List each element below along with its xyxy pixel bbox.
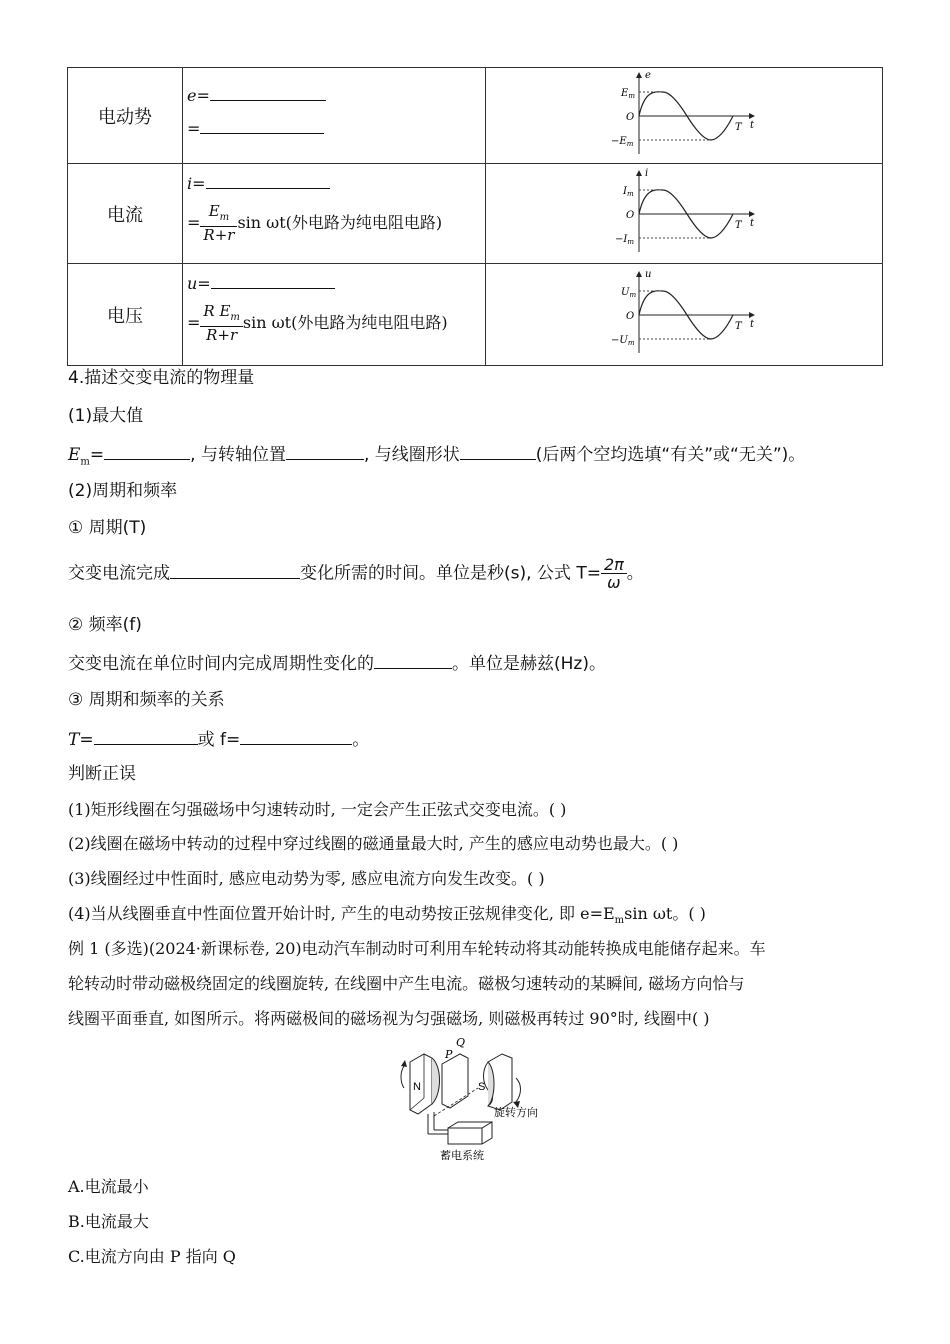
emf-axis-y: e — [645, 69, 651, 81]
freq-label: ② 频率(f) — [68, 615, 142, 635]
judgement-item-1: (1)矩形线圈在匀强磁场中匀速转动时, 一定会产生正弦式交变电流。( ) — [68, 800, 567, 819]
magnet-s-label: S — [478, 1081, 486, 1093]
max-blank-3 — [460, 441, 536, 460]
period-fraction: $\frac{2\pi}{\omega}$ — [601, 556, 627, 591]
current-axis-y: i — [645, 167, 649, 179]
freq-definition: 交变电流在单位时间内完成周期性变化的 。单位是赫兹(Hz)。 — [68, 650, 606, 676]
example-line-3: 线圈平面垂直, 如图所示。将两磁极间的磁场视为匀强磁场, 则磁极再转过 90°时, 线圈中( ) — [68, 1009, 710, 1028]
emf-formula-label-2: = — [187, 119, 201, 138]
emf-formula-label: e= — [187, 86, 210, 105]
voltage-min-label: $-U_m$ — [611, 334, 635, 347]
voltage-axis-y: u — [645, 268, 652, 280]
relation-blank-1 — [94, 726, 198, 745]
judgement-item-4: (4)当从线圈垂直中性面位置开始计时, 产生的电动势按正弦规律变化, 即 $e=E_m\sin$ ωt。( ) — [68, 904, 706, 927]
current-eq-suffix: sin ωt(外电路为纯电阻电路) — [237, 213, 443, 232]
emf-blank-1 — [210, 84, 326, 101]
period-heading: (2)周期和频率 — [68, 481, 178, 501]
period-definition: 交变电流完成 变化所需的时间。单位是秒(s), 公式 T= $\frac{2\pi}{\omega}$ 。 — [68, 555, 644, 592]
judgement-item-3: (3)线圈经过中性面时, 感应电动势为零, 感应电流方向发生改变。( ) — [68, 869, 545, 888]
current-origin-label: O — [626, 209, 635, 221]
formula-cell-current — [183, 164, 486, 264]
voltage-formula-label: u= — [187, 274, 211, 293]
emf-min-label: $-E_m$ — [611, 135, 634, 148]
graph-cell-current — [486, 164, 883, 264]
option-a: A.电流最小 — [68, 1177, 149, 1196]
generator-figure — [390, 1032, 570, 1167]
row-title-emf: 电动势 — [68, 68, 183, 164]
example-line-2: 轮转动时带动磁极绕固定的线圈旋转, 在线圈中产生电流。磁极匀速转动的某瞬间, 磁场方向恰与 — [68, 974, 745, 993]
current-formula-label: i= — [187, 174, 206, 193]
current-max-label: $I_m$ — [623, 185, 634, 198]
graph-cell-voltage — [486, 264, 883, 366]
voltage-origin-label: O — [626, 310, 635, 322]
relation-blank-2 — [240, 726, 352, 745]
table-row-current — [68, 164, 883, 264]
max-blank-2 — [286, 441, 364, 460]
voltage-period-label: T — [735, 320, 742, 332]
emf-sine-graph — [609, 70, 759, 158]
option-c: C.电流方向由 P 指向 Q — [68, 1247, 236, 1266]
section-heading: 4.描述交变电流的物理量 — [68, 368, 255, 388]
coil-p-label: P — [445, 1048, 453, 1061]
table-row-voltage — [68, 264, 883, 366]
option-b: B.电流最大 — [68, 1212, 149, 1231]
waveform-table — [67, 67, 883, 366]
formula-cell-voltage — [183, 264, 486, 366]
max-value-line: $E_m=$ , 与转轴位置 , 与线圈形状 (后两个空均选填“有关”或“无关”)。 — [68, 441, 805, 474]
emf-max-label: $E_m$ — [621, 87, 635, 100]
voltage-axis-x: t — [750, 318, 755, 330]
current-eq-prefix: = — [187, 213, 201, 232]
period-blank — [170, 560, 300, 579]
emf-axis-x: t — [750, 119, 755, 131]
current-period-label: T — [735, 219, 742, 231]
current-axis-x: t — [750, 217, 755, 229]
row-title-voltage: 电压 — [68, 264, 183, 366]
judgement-item-2: (2)线圈在磁场中转动的过程中穿过线圈的磁通量最大时, 产生的感应电动势也最大。( ) — [68, 834, 679, 853]
formula-cell-emf — [183, 68, 486, 164]
emf-origin-label: O — [626, 111, 635, 123]
voltage-blank-1 — [211, 272, 335, 289]
max-blank-1 — [104, 441, 190, 460]
voltage-eq-prefix: = — [187, 313, 201, 332]
current-blank-1 — [206, 172, 330, 189]
table-row-emf — [68, 68, 883, 164]
emf-period-label: T — [735, 121, 742, 133]
voltage-eq-suffix: sin ωt(外电路为纯电阻电路) — [242, 313, 448, 332]
storage-label: 蓄电系统 — [440, 1150, 484, 1162]
relation-line: T= 或 f= 。 — [68, 726, 369, 752]
graph-cell-emf — [486, 68, 883, 164]
voltage-sine-graph — [609, 269, 759, 357]
magnet-n-label: N — [413, 1081, 421, 1093]
emf-blank-2 — [200, 117, 324, 134]
freq-blank — [374, 650, 452, 669]
current-min-label: $-I_m$ — [615, 233, 634, 246]
example-line-1: 例 1 (多选)(2024·新课标卷, 20)电动汽车制动时可利用车轮转动将其动能转换成电能储存起来。车 — [68, 939, 766, 958]
voltage-fraction: $\frac{R E_m}{R+r}$ — [200, 303, 243, 344]
relation-label: ③ 周期和频率的关系 — [68, 690, 225, 710]
coil-q-label: Q — [456, 1036, 466, 1049]
current-fraction: $\frac{E_m}{R+r}$ — [200, 203, 237, 244]
current-sine-graph — [609, 168, 759, 256]
voltage-max-label: $U_m$ — [621, 286, 637, 299]
max-heading: (1)最大值 — [68, 406, 144, 426]
period-label: ① 周期(T) — [68, 518, 147, 538]
rotation-label: 旋转方向 — [494, 1107, 538, 1119]
judgement-heading: 判断正误 — [68, 764, 136, 784]
row-title-current: 电流 — [68, 164, 183, 264]
